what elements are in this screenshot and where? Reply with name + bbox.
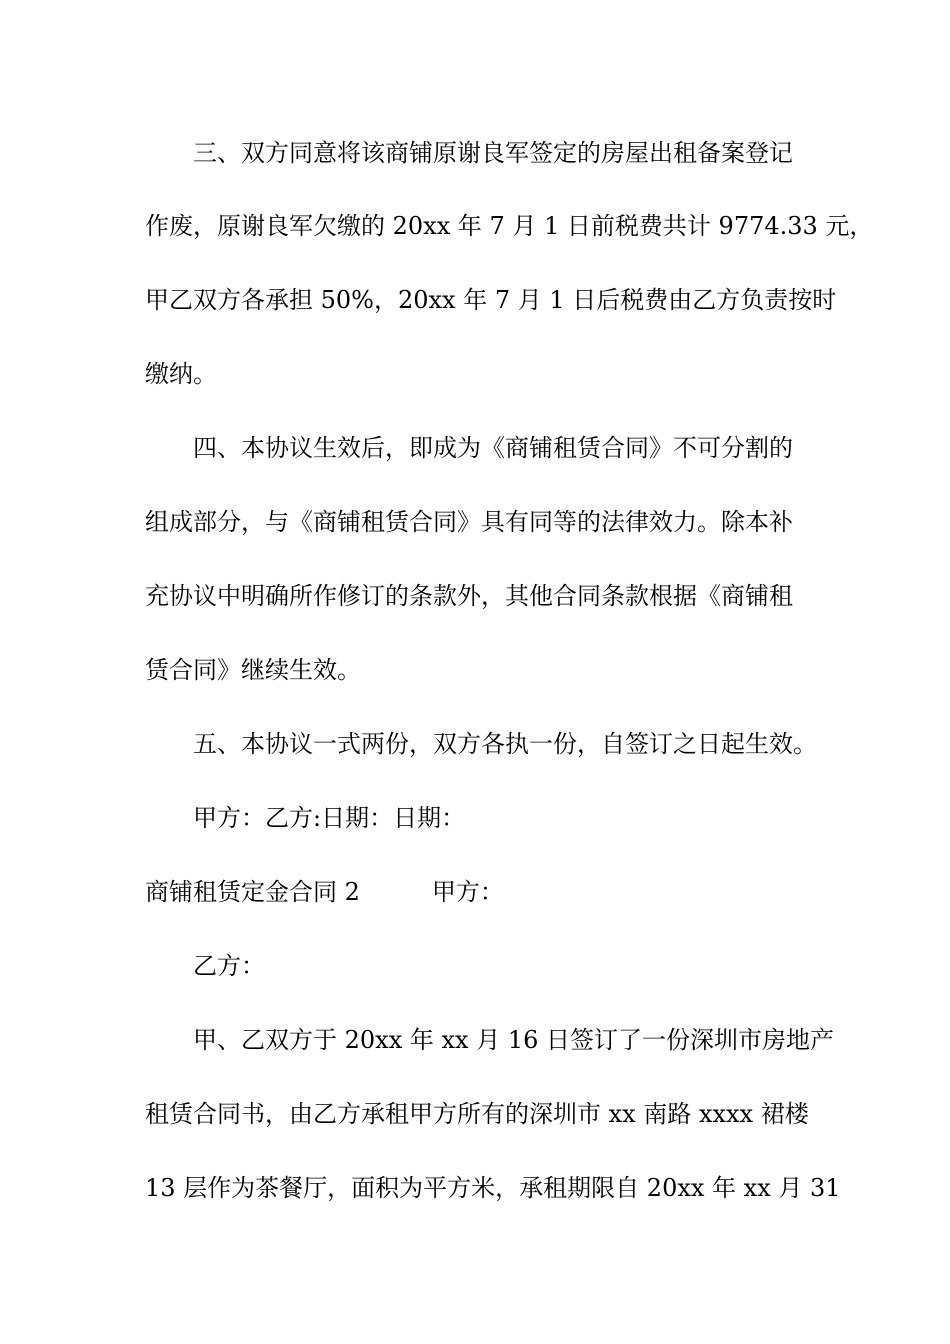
signature-line: 甲方：乙方:日期：日期：	[193, 804, 466, 832]
party-b-line: 乙方：	[193, 952, 265, 980]
paragraph-3-line-1: 三、双方同意将该商铺原谢良军签定的房屋出租备案登记	[193, 139, 793, 167]
contract-2-paragraph-line-3: 13 层作为茶餐厅，面积为平方米，承租期限自 20xx 年 xx 月 31	[145, 1174, 841, 1202]
paragraph-4-line-3: 充协议中明确所作修订的条款外，其他合同条款根据《商铺租	[145, 582, 793, 610]
contract-2-title-line: 商铺租赁定金合同 2 甲方：	[145, 878, 504, 906]
paragraph-4-line-2: 组成部分，与《商铺租赁合同》具有同等的法律效力。除本补	[145, 508, 793, 536]
paragraph-4-line-1: 四、本协议生效后，即成为《商铺租赁合同》不可分割的	[193, 434, 793, 462]
paragraph-4-line-4: 赁合同》继续生效。	[145, 656, 361, 684]
contract-2-paragraph-line-2: 租赁合同书，由乙方承租甲方所有的深圳市 xx 南路 xxxx 裙楼	[145, 1100, 809, 1128]
paragraph-3-line-3: 甲乙双方各承担 50%，20xx 年 7 月 1 日后税费由乙方负责按时	[145, 286, 837, 314]
paragraph-3-line-4: 缴纳。	[145, 360, 217, 388]
paragraph-3-line-2: 作废，原谢良军欠缴的 20xx 年 7 月 1 日前税费共计 9774.33 元，	[145, 212, 874, 240]
contract-2-paragraph-line-1: 甲、乙双方于 20xx 年 xx 月 16 日签订了一份深圳市房地产	[193, 1026, 834, 1054]
paragraph-5-line-1: 五、本协议一式两份，双方各执一份，自签订之日起生效。	[193, 730, 817, 758]
